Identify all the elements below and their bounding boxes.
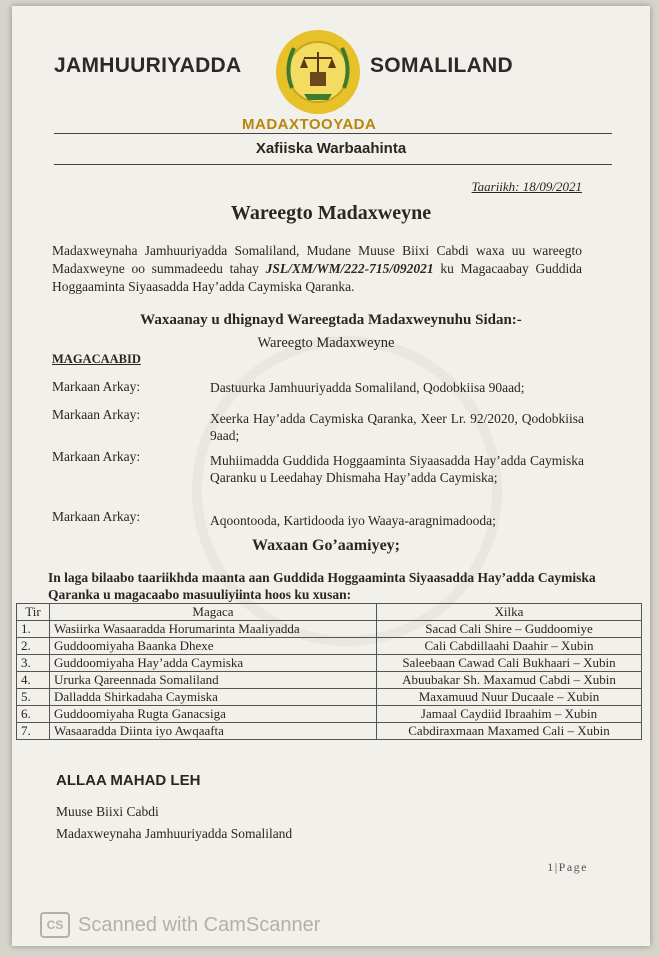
column-header-number: Tir	[17, 604, 50, 621]
closing-phrase: ALLAA MAHAD LEH	[56, 772, 201, 789]
signatory-name: Muuse Biixi Cabdi	[56, 804, 159, 819]
decree-title: Wareegto Madaxweyne	[257, 335, 395, 351]
row-number: 3.	[17, 655, 50, 672]
scanner-text: Scanned with CamScanner	[78, 913, 321, 936]
decision-heading: Waxaan Go’aamiyey;	[252, 537, 400, 554]
row-role: Jamaal Caydiid Ibraahim – Xubin	[377, 706, 642, 723]
intro-text: ku Magacaabay Guddida Hoggaaminta Siyaasadda Hay’adda Caymiska Qaranka.	[52, 261, 582, 294]
row-number: 6.	[17, 706, 50, 723]
row-role: Cali Cabdillaahi Daahir – Xubin	[377, 638, 642, 655]
somaliland-coat-of-arms-icon	[274, 28, 362, 116]
table-header-row	[17, 604, 642, 621]
row-role: Maxamuud Nuur Ducaale – Xubin	[377, 689, 642, 706]
signatory-title: Madaxweynaha Jamhuuriyadda Somaliland	[56, 826, 293, 841]
row-role: Abuubakar Sh. Maxamud Cabdi – Xubin	[377, 672, 642, 689]
recital-label: Markaan Arkay:	[52, 449, 141, 464]
recital-text: Muhiimadda Guddida Hoggaaminta Siyaasadda Hay’adda Caymiska Qaranku u Leedahay Dhismaha Hay’adda Caymiska;	[210, 453, 584, 485]
decree-reference: JSL/XM/WM/222-715/092021	[265, 261, 434, 276]
row-name: Guddoomiyaha Baanka Dhexe	[50, 638, 377, 655]
row-name: Guddoomiyaha Rugta Ganacsiga	[50, 706, 377, 723]
row-name: Guddoomiyaha Hay’adda Caymiska	[50, 655, 377, 672]
row-number: 2.	[17, 638, 50, 655]
row-role: Sacad Cali Shire – Guddoomiye	[377, 621, 642, 638]
header-left-title: JAMHUURIYADDA	[54, 54, 242, 77]
table-row	[17, 638, 642, 655]
column-header-role: Xilka	[377, 604, 642, 621]
header-divider	[54, 164, 612, 165]
header-right-title: SOMALILAND	[370, 54, 513, 77]
table-row	[17, 672, 642, 689]
row-role: Saleebaan Cawad Cali Bukhaari – Xubin	[377, 655, 642, 672]
document-page	[12, 6, 650, 946]
row-name: Ururka Qareennada Somaliland	[50, 672, 377, 689]
row-name: Wasaaradda Diinta iyo Awqaafta	[50, 723, 377, 740]
table-row	[17, 723, 642, 740]
intro-text: Madaxweynaha Jamhuuriyadda Somaliland, Mudane Muuse Biixi Cabdi waxa uu wareegto Madaxweyne oo summadeedu tahay	[52, 243, 582, 276]
recital-text: Dastuurka Jamhuuriyadda Somaliland, Qodobkiisa 90aad;	[210, 380, 525, 395]
camscanner-logo-icon: CS	[40, 912, 70, 938]
recital-label: Markaan Arkay:	[52, 407, 141, 422]
decision-text: In laga bilaabo taariikhda maanta aan Guddida Hoggaaminta Siyaasadda Hay’adda Caymiska Qaranka u magacaabo masuuliyiinta hoos ku xusan:	[48, 570, 596, 602]
appointees-table	[16, 603, 642, 740]
recital-label: Markaan Arkay:	[52, 509, 141, 524]
row-number: 1.	[17, 621, 50, 638]
row-role: Cabdiraxmaan Maxamed Cali – Xubin	[377, 723, 642, 740]
recital-text: Aqoontooda, Kartidooda iyo Waaya-aragnimadooda;	[210, 513, 496, 528]
header-divider	[54, 133, 612, 134]
row-number: 7.	[17, 723, 50, 740]
row-name: Dalladda Shirkadaha Caymiska	[50, 689, 377, 706]
table-row	[17, 689, 642, 706]
table-row	[17, 655, 642, 672]
subheading: Waxaanay u dhignayd Wareegtada Madaxweynuhu Sidan:-	[140, 312, 522, 328]
document-title: Wareegto Madaxweyne	[230, 202, 432, 224]
office-name: MADAXTOOYADA	[242, 116, 377, 133]
intro-paragraph	[52, 242, 582, 296]
row-name: Wasiirka Wasaaradda Horumarinta Maaliyadda	[50, 621, 377, 638]
department-name: Xafiiska Warbaahinta	[255, 140, 407, 157]
column-header-name: Magaca	[50, 604, 377, 621]
recital-text: Xeerka Hay’adda Caymiska Qaranka, Xeer Lr. 92/2020, Qodobkiisa 9aad;	[210, 411, 584, 443]
row-number: 4.	[17, 672, 50, 689]
recital-label: Markaan Arkay:	[52, 379, 141, 394]
document-date: Taariikh: 18/09/2021	[471, 179, 582, 194]
page-number: 1|Page	[547, 860, 588, 874]
row-number: 5.	[17, 689, 50, 706]
scanner-watermark	[40, 912, 320, 938]
table-row	[17, 621, 642, 638]
table-row	[17, 706, 642, 723]
section-label: MAGACAABID	[52, 352, 141, 366]
